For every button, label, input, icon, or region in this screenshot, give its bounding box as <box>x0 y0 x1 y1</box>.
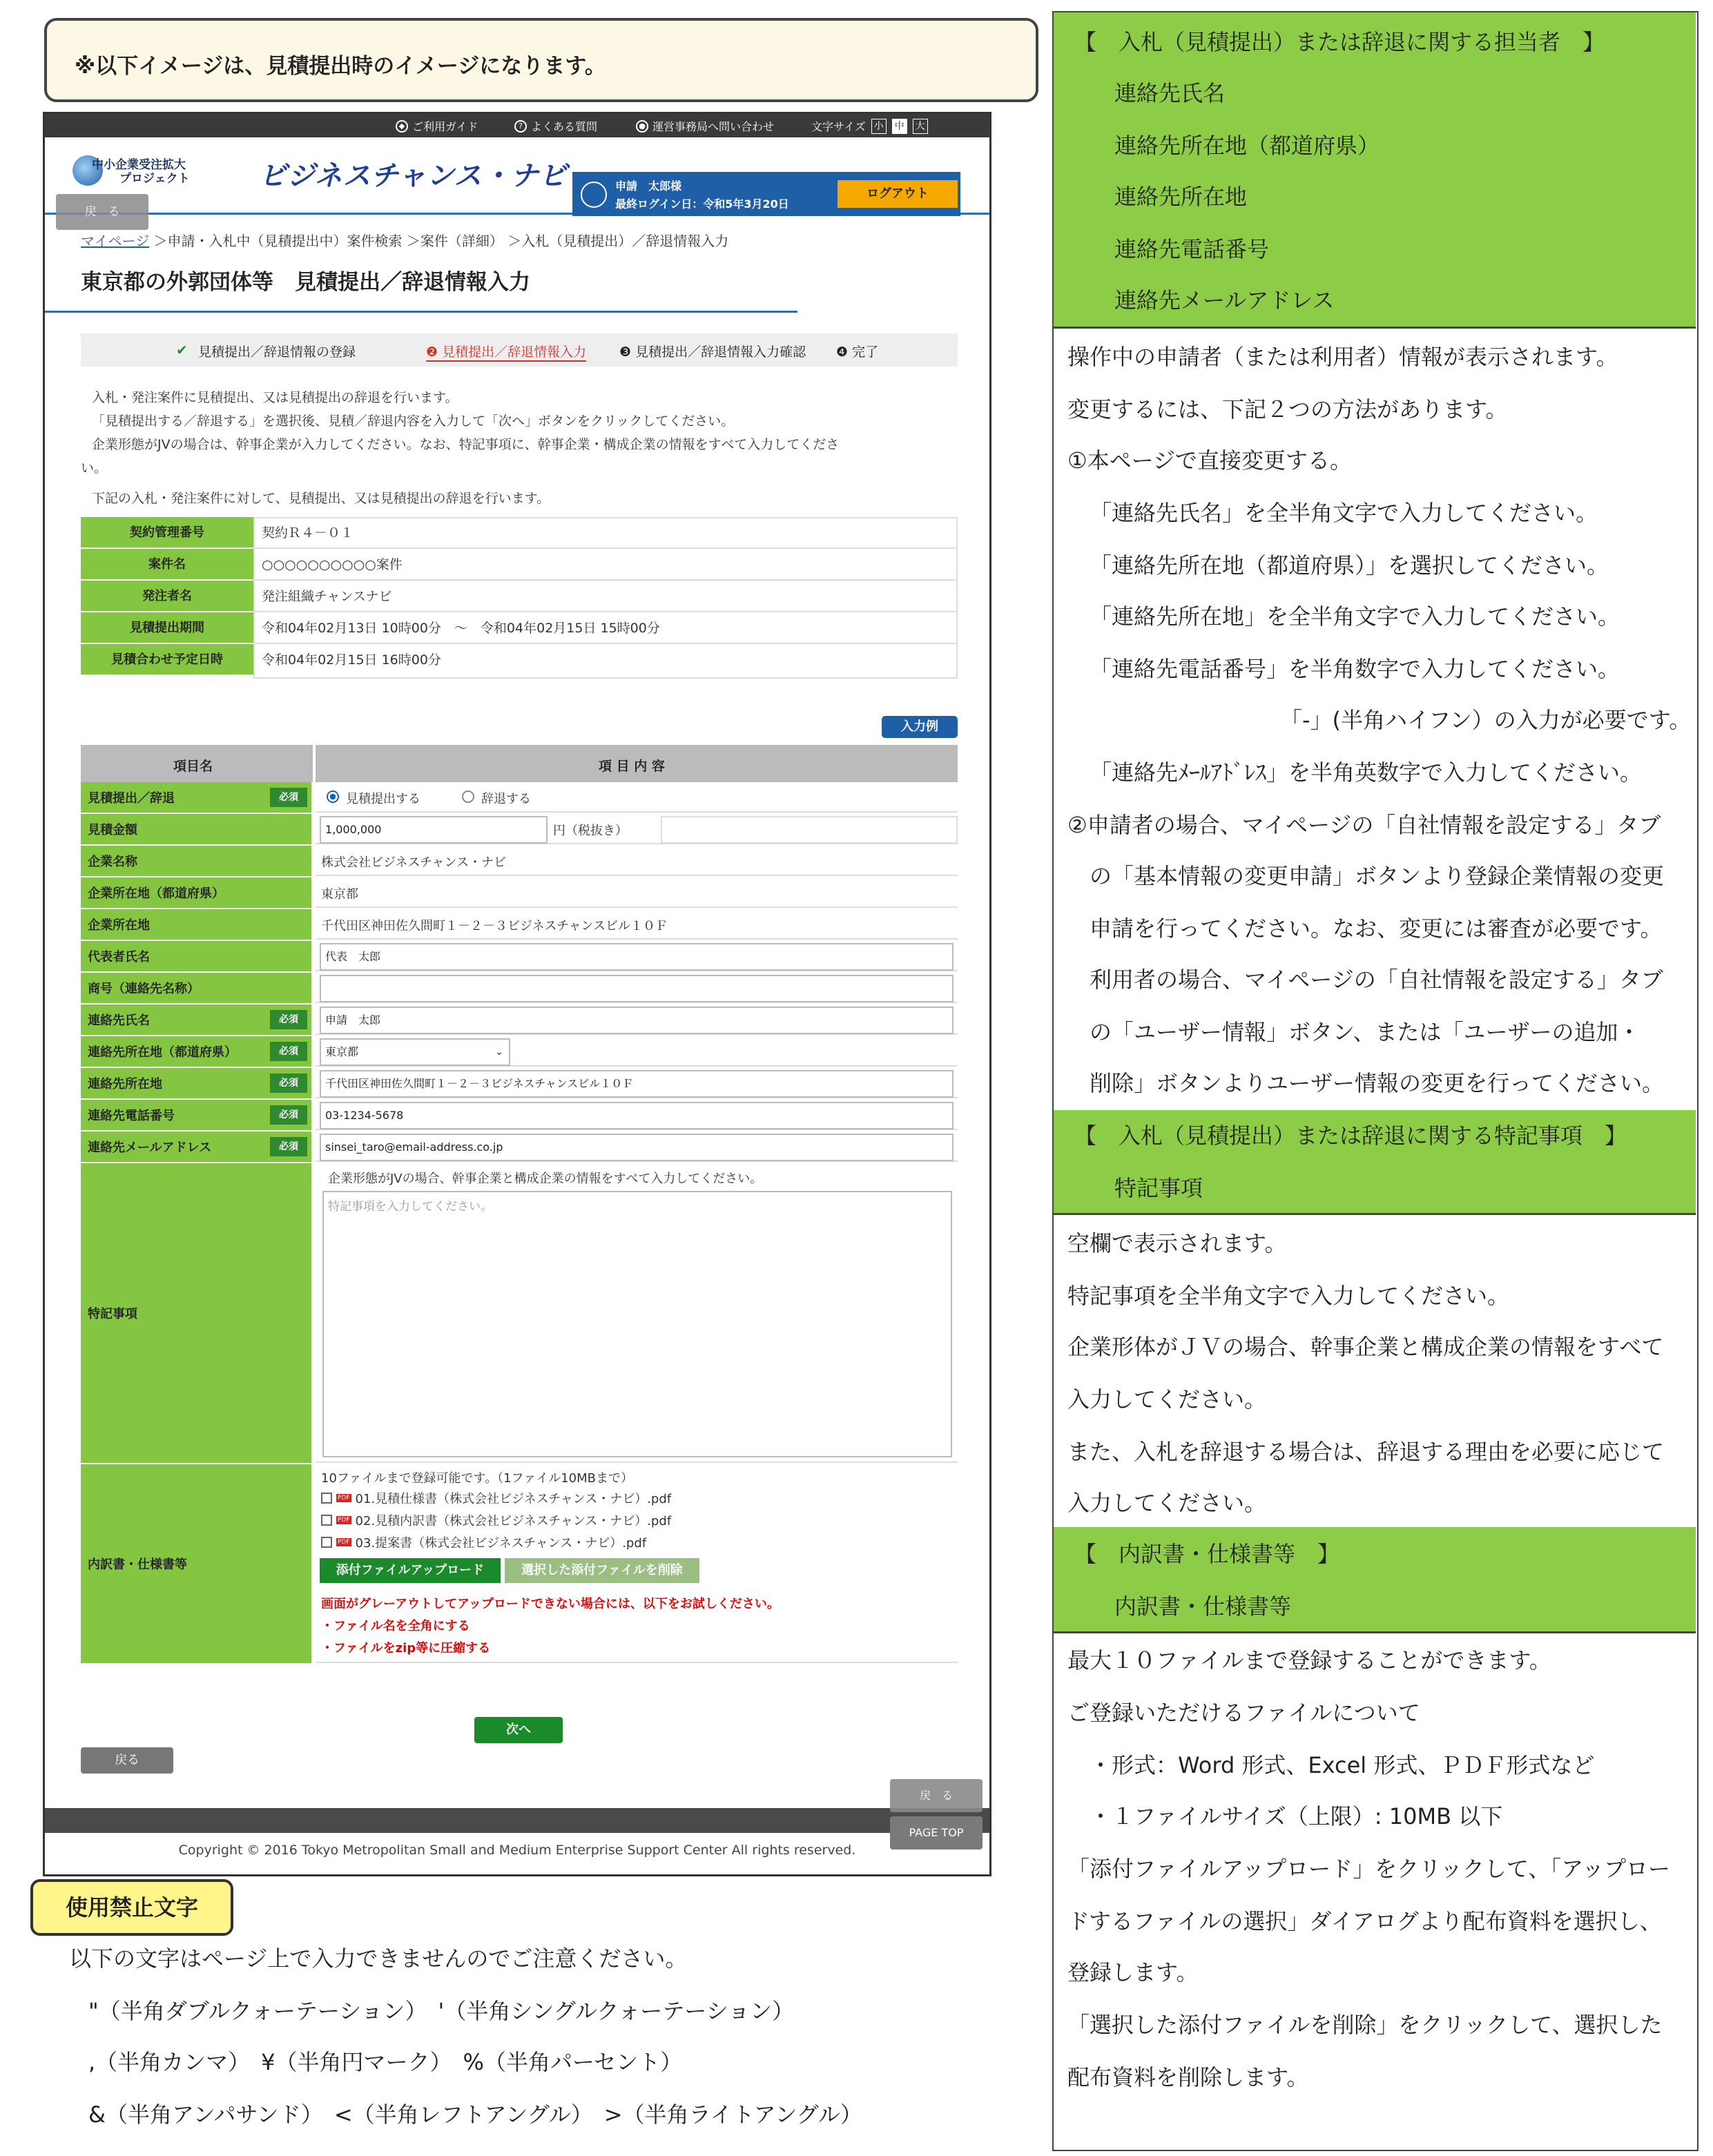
row-trade-name: 商号（連絡先名称） <box>81 973 958 1004</box>
file-item <box>321 1489 671 1507</box>
font-medium-button[interactable]: 中 <box>892 119 907 134</box>
case-row: 発注者名 発注組織チャンスナビ <box>81 581 958 612</box>
file-item <box>321 1533 646 1551</box>
chevron-down-icon: ⌄ <box>495 1047 503 1058</box>
step-3: ❸ 見積提出／辞退情報入力確認 <box>619 344 806 360</box>
row-representative: 代表者氏名 代表 太郎 <box>81 941 958 973</box>
contact-pref-select[interactable]: 東京都 ⌄ <box>320 1038 510 1066</box>
forbidden-line: &（半角アンパサンド） <（半角レフトアングル） >（半角ライトアングル） <box>88 2101 862 2128</box>
row-amount: 見積金額 1,000,000 円（税抜き） <box>81 814 958 846</box>
upload-button[interactable]: 添付ファイルアップロード <box>320 1558 501 1583</box>
forbidden-lead: 以下の文字はページ上で入力できませんのでご注意ください。 <box>69 1945 688 1972</box>
step-1: 見積提出／辞退情報の登録 <box>198 344 356 360</box>
progress-steps <box>81 333 958 367</box>
floating-back-button[interactable]: 戻 る <box>890 1779 983 1812</box>
file-item <box>321 1511 671 1529</box>
top-utility-bar <box>45 114 989 137</box>
next-button[interactable]: 次へ <box>474 1717 563 1743</box>
page-title: 東京都の外郭団体等 見積提出／辞退情報入力 <box>81 270 530 295</box>
book-icon: ◆ <box>396 120 408 133</box>
section-contact-header <box>1054 12 1696 329</box>
page-top-button[interactable]: PAGE TOP <box>890 1816 983 1849</box>
user-name: 申請 太郎様 <box>615 179 682 193</box>
copyright: Copyright © 2016 Tokyo Metropolitan Small and Medium Enterprise Support Center All rights reserved. <box>178 1843 856 1858</box>
step-4: ❹ 完了 <box>836 344 879 360</box>
case-row: 契約管理番号 契約Ｒ４－０１ <box>81 517 958 549</box>
input-example-button[interactable]: 入力例 <box>882 716 958 738</box>
row-contact-address: 連絡先所在地 必須 千代田区神田佐久間町１－２－３ビジネスチャンスビル１０Ｆ <box>81 1068 958 1100</box>
overlay-back-button[interactable]: 戻 る <box>56 194 148 230</box>
case-row: 見積提出期間 令和04年02月13日 10時00分 ～ 令和04年02月15日 15時00分 <box>81 612 958 644</box>
file-checkbox[interactable] <box>321 1537 332 1548</box>
file-checkbox[interactable] <box>321 1493 332 1504</box>
case-row: 見積合わせ予定日時 令和04年02月15日 16時00分 <box>81 644 958 676</box>
row-contact-mail: 連絡先メールアドレス 必須 sinsei_taro@email-address.co.jp <box>81 1132 958 1163</box>
section-heading: 【 入札（見積提出）または辞退に関する担当者 】 <box>1074 29 1605 55</box>
site-logo[interactable]: ビジネスチャンス・ナビ <box>259 160 568 192</box>
section-heading: 【 内訳書・仕様書等 】 <box>1074 1541 1340 1567</box>
row-notes: 特記事項 企業形態がJVの場合、幹事企業と構成企業の情報をすべて入力してください。 特記事項を入力してください。 <box>81 1163 958 1464</box>
image-note <box>44 18 1038 102</box>
org-logo-text: 中小企業受注拡大 プロジェクト <box>92 158 190 186</box>
breadcrumb: マイページ ＞申請・入札中（見積提出中）案件検索 ＞案件（詳細） ＞入札（見積提出）／辞退情報入力 <box>81 233 729 249</box>
delete-files-button[interactable]: 選択した添付ファイルを削除 <box>505 1558 699 1583</box>
question-icon: ? <box>514 120 527 133</box>
faq-link[interactable]: ? よくある質問 <box>514 118 597 134</box>
logout-button[interactable]: ログアウト <box>838 180 958 208</box>
check-icon: ✔ <box>176 342 188 358</box>
file-link[interactable]: 02.見積内訳書（株式会社ビジネスチャンス・ナビ）.pdf <box>355 1514 672 1528</box>
contact-tel-input[interactable]: 03-1234-5678 <box>320 1102 954 1129</box>
font-small-button[interactable]: 小 <box>871 119 887 134</box>
contact-name-input[interactable]: 申請 太郎 <box>320 1007 954 1034</box>
pdf-icon: PDF <box>338 1539 350 1546</box>
row-company-address: 企業所在地 千代田区神田佐久間町１－２－３ビジネスチャンスビル１０Ｆ <box>81 909 958 941</box>
lead-text: 下記の入札・発注案件に対して、見積提出、又は見積提出の辞退を行います。 <box>92 491 550 506</box>
title-divider <box>45 311 797 313</box>
forbidden-line: "（半角ダブルクォーテーション） '（半角シングルクォーテーション） <box>88 1998 795 2024</box>
file-link[interactable]: 03.提案書（株式会社ビジネスチャンス・ナビ）.pdf <box>355 1536 647 1551</box>
amount-input[interactable]: 1,000,000 <box>320 816 548 844</box>
back-button[interactable]: 戻る <box>81 1747 173 1774</box>
breadcrumb-home-link[interactable]: マイページ <box>81 233 150 249</box>
row-submit-type: 見積提出／辞退 必須 見積提出する 辞退する <box>81 782 958 814</box>
chat-icon: ● <box>636 120 648 133</box>
notes-textarea[interactable]: 特記事項を入力してください。 <box>322 1191 952 1457</box>
pdf-icon: PDF <box>338 1517 350 1524</box>
file-checkbox[interactable] <box>321 1515 332 1526</box>
site-header <box>45 137 989 219</box>
row-company-pref: 企業所在地（都道府県） 東京都 <box>81 877 958 909</box>
last-login: 最終ログイン日：令和5年3月20日 <box>615 197 789 211</box>
screenshot-frame: ◆ ご利用ガイド ? よくある質問 ● 運営事務局へ問い合わせ 文字サイズ 小 中 大 中小企業受注拡大 プロジェクト ビジネスチャンス・ナビ 戻 る 申請 太郎様 最終ログイン日：令和5年3月20日 ログアウト マイページ ＞申請・入札中（見積提出中）案件検索 ＞案件（詳細） ＞入札（見積提出）／辞退情報入力 東京都の外郭団体等 見積提出／辞退情報入力 ✔ 見積提出／辞退情報の登録 ❷ 見積提出／辞退情報入力 ❸ 見積提出／辞退情報入力確認 ❹ 完了 入札・発注案件に見積提出、又は見積提出の辞退を行います。 「見積提出する／辞退する」を選択後、見積／辞退内容を入力して「次へ」ボタンをクリックしてください。 企業形態がJVの場合は、幹事企業が入力してください。なお、特記事項に、幹事企業・構成企業の情報をすべて入力してくださ い。 下記の入札・発注案件に対して、見積提出、又は見積提出の辞退を行います。 契約管理番号 契約Ｒ４－０１ 案件名 ○○○○○○○○○○案件 発注者名 発注組織チャンスナビ 見積提出期間 令和04年02月13日 10時00分 ～ 令和04年02月15日 15時00分 見積合わせ予定日時 令和04年02月15日 16時00分 入力例 項目名 項 目 内 容 見積提出／辞退 必須 見積提出する 辞退する 見積金額 1,000,000 円（税抜き） 企業名称 株式会社ビジネスチャンス・ナビ 企業所在地（都道府県） 東京都 企業所在地 千代田区神田佐久間町１－２－３ビジネスチャンスビル１０Ｆ 代表者氏名 代表 太郎 商号（連絡先名称） 連絡先氏名 必須 申請 太郎 連絡先所在地（都道府県） 必須 東京都 ⌄ 連絡先所在地 必須 千代田区神田佐久間町１－２－３ビジネスチャンスビル１０Ｆ 連絡先電話番号 必須 03-1234-5678 連絡先メールアドレス 必須 sinsei_taro@email-address.co.jp 特記事項 企業形態がJVの場合、幹事企業と構成企業の情報をすべて入力してください。 特記事項を入力してください。 内訳書・仕様書等 10ファイルまで登録可能です。（1ファイル10MBまで） PDF 01.見積仕様書（株式会社ビジネスチャンス・ナビ）.pdf PDF 02.見積内訳書（株式会社ビジネスチャンス・ナビ）.pdf PDF 03.提案書（株式会社ビジネスチャンス・ナビ）.pdf 添付ファイルアップロード 選択した添付ファイルを削除 画面がグレーアウトしてアップロードできない場合には、以下をお試しください。 ・ファイル名を全角にする ・ファイルをzip等に圧縮する 次へ 戻る 戻 る PAGE TOP Copyright © 2016 Tokyo Metropolitan Small and Medium Enterprise Support Center All rights reserved. <box>43 112 991 1876</box>
font-size-control: 文字サイズ 小 中 大 <box>811 118 928 134</box>
row-contact-tel: 連絡先電話番号 必須 03-1234-5678 <box>81 1100 958 1132</box>
case-row: 案件名 ○○○○○○○○○○案件 <box>81 549 958 581</box>
forbidden-title-badge: 使用禁止文字 <box>30 1879 233 1936</box>
forbidden-line: ,（半角カンマ） ¥（半角円マーク） %（半角パーセント） <box>88 2049 683 2075</box>
radio-decline[interactable] <box>462 790 474 803</box>
row-files: 内訳書・仕様書等 10ファイルまで登録可能です。（1ファイル10MBまで） PDF 01.見積仕様書（株式会社ビジネスチャンス・ナビ）.pdf PDF 02.見積内訳書（株式会社ビジネスチャンス・ナビ）.pdf PDF 03.提案書（株式会社ビジネスチャンス・ナビ）.pdf 添付ファイルアップロード 選択した添付ファイルを削除 画面がグレーアウトしてアップロードできない場合には、以下をお試しください。 ・ファイル名を全角にする ・ファイルをzip等に圧縮する <box>81 1464 958 1664</box>
representative-input[interactable]: 代表 太郎 <box>320 943 954 971</box>
radio-submit[interactable] <box>327 790 339 803</box>
font-large-button[interactable]: 大 <box>913 119 928 134</box>
note-text: ※以下イメージは、見積提出時のイメージになります。 <box>75 54 606 79</box>
guide-link[interactable]: ◆ ご利用ガイド <box>396 118 478 134</box>
form-table-header: 項目名 項 目 内 容 <box>81 745 958 782</box>
contact-mail-input[interactable]: sinsei_taro@email-address.co.jp <box>320 1134 954 1161</box>
intro-text: 入札・発注案件に見積提出、又は見積提出の辞退を行います。 「見積提出する／辞退する」を選択後、見積／辞退内容を入力して「次へ」ボタンをクリックしてください。 企業形態がJVの場合は、幹事企業が入力してください。なお、特記事項に、幹事企業・構成企業の情報をすべて入力してくださ <box>92 390 840 452</box>
row-company: 企業名称 株式会社ビジネスチャンス・ナビ <box>81 846 958 877</box>
row-contact-name: 連絡先氏名 必須 申請 太郎 <box>81 1004 958 1036</box>
pdf-icon: PDF <box>338 1495 350 1502</box>
contact-link[interactable]: ● 運営事務局へ問い合わせ <box>636 118 774 134</box>
row-contact-pref: 連絡先所在地（都道府県） 必須 東京都 ⌄ <box>81 1036 958 1068</box>
trade-name-input[interactable] <box>320 975 954 1002</box>
step-2-current: ❷ 見積提出／辞退情報入力 <box>426 342 586 362</box>
file-link[interactable]: 01.見積仕様書（株式会社ビジネスチャンス・ナビ）.pdf <box>355 1492 672 1506</box>
contact-address-input[interactable]: 千代田区神田佐久間町１－２－３ビジネスチャンスビル１０Ｆ <box>320 1070 954 1098</box>
section-heading: 【 入札（見積提出）または辞退に関する特記事項 】 <box>1074 1123 1627 1149</box>
building-icon <box>581 182 607 208</box>
footer-bar <box>45 1808 989 1833</box>
